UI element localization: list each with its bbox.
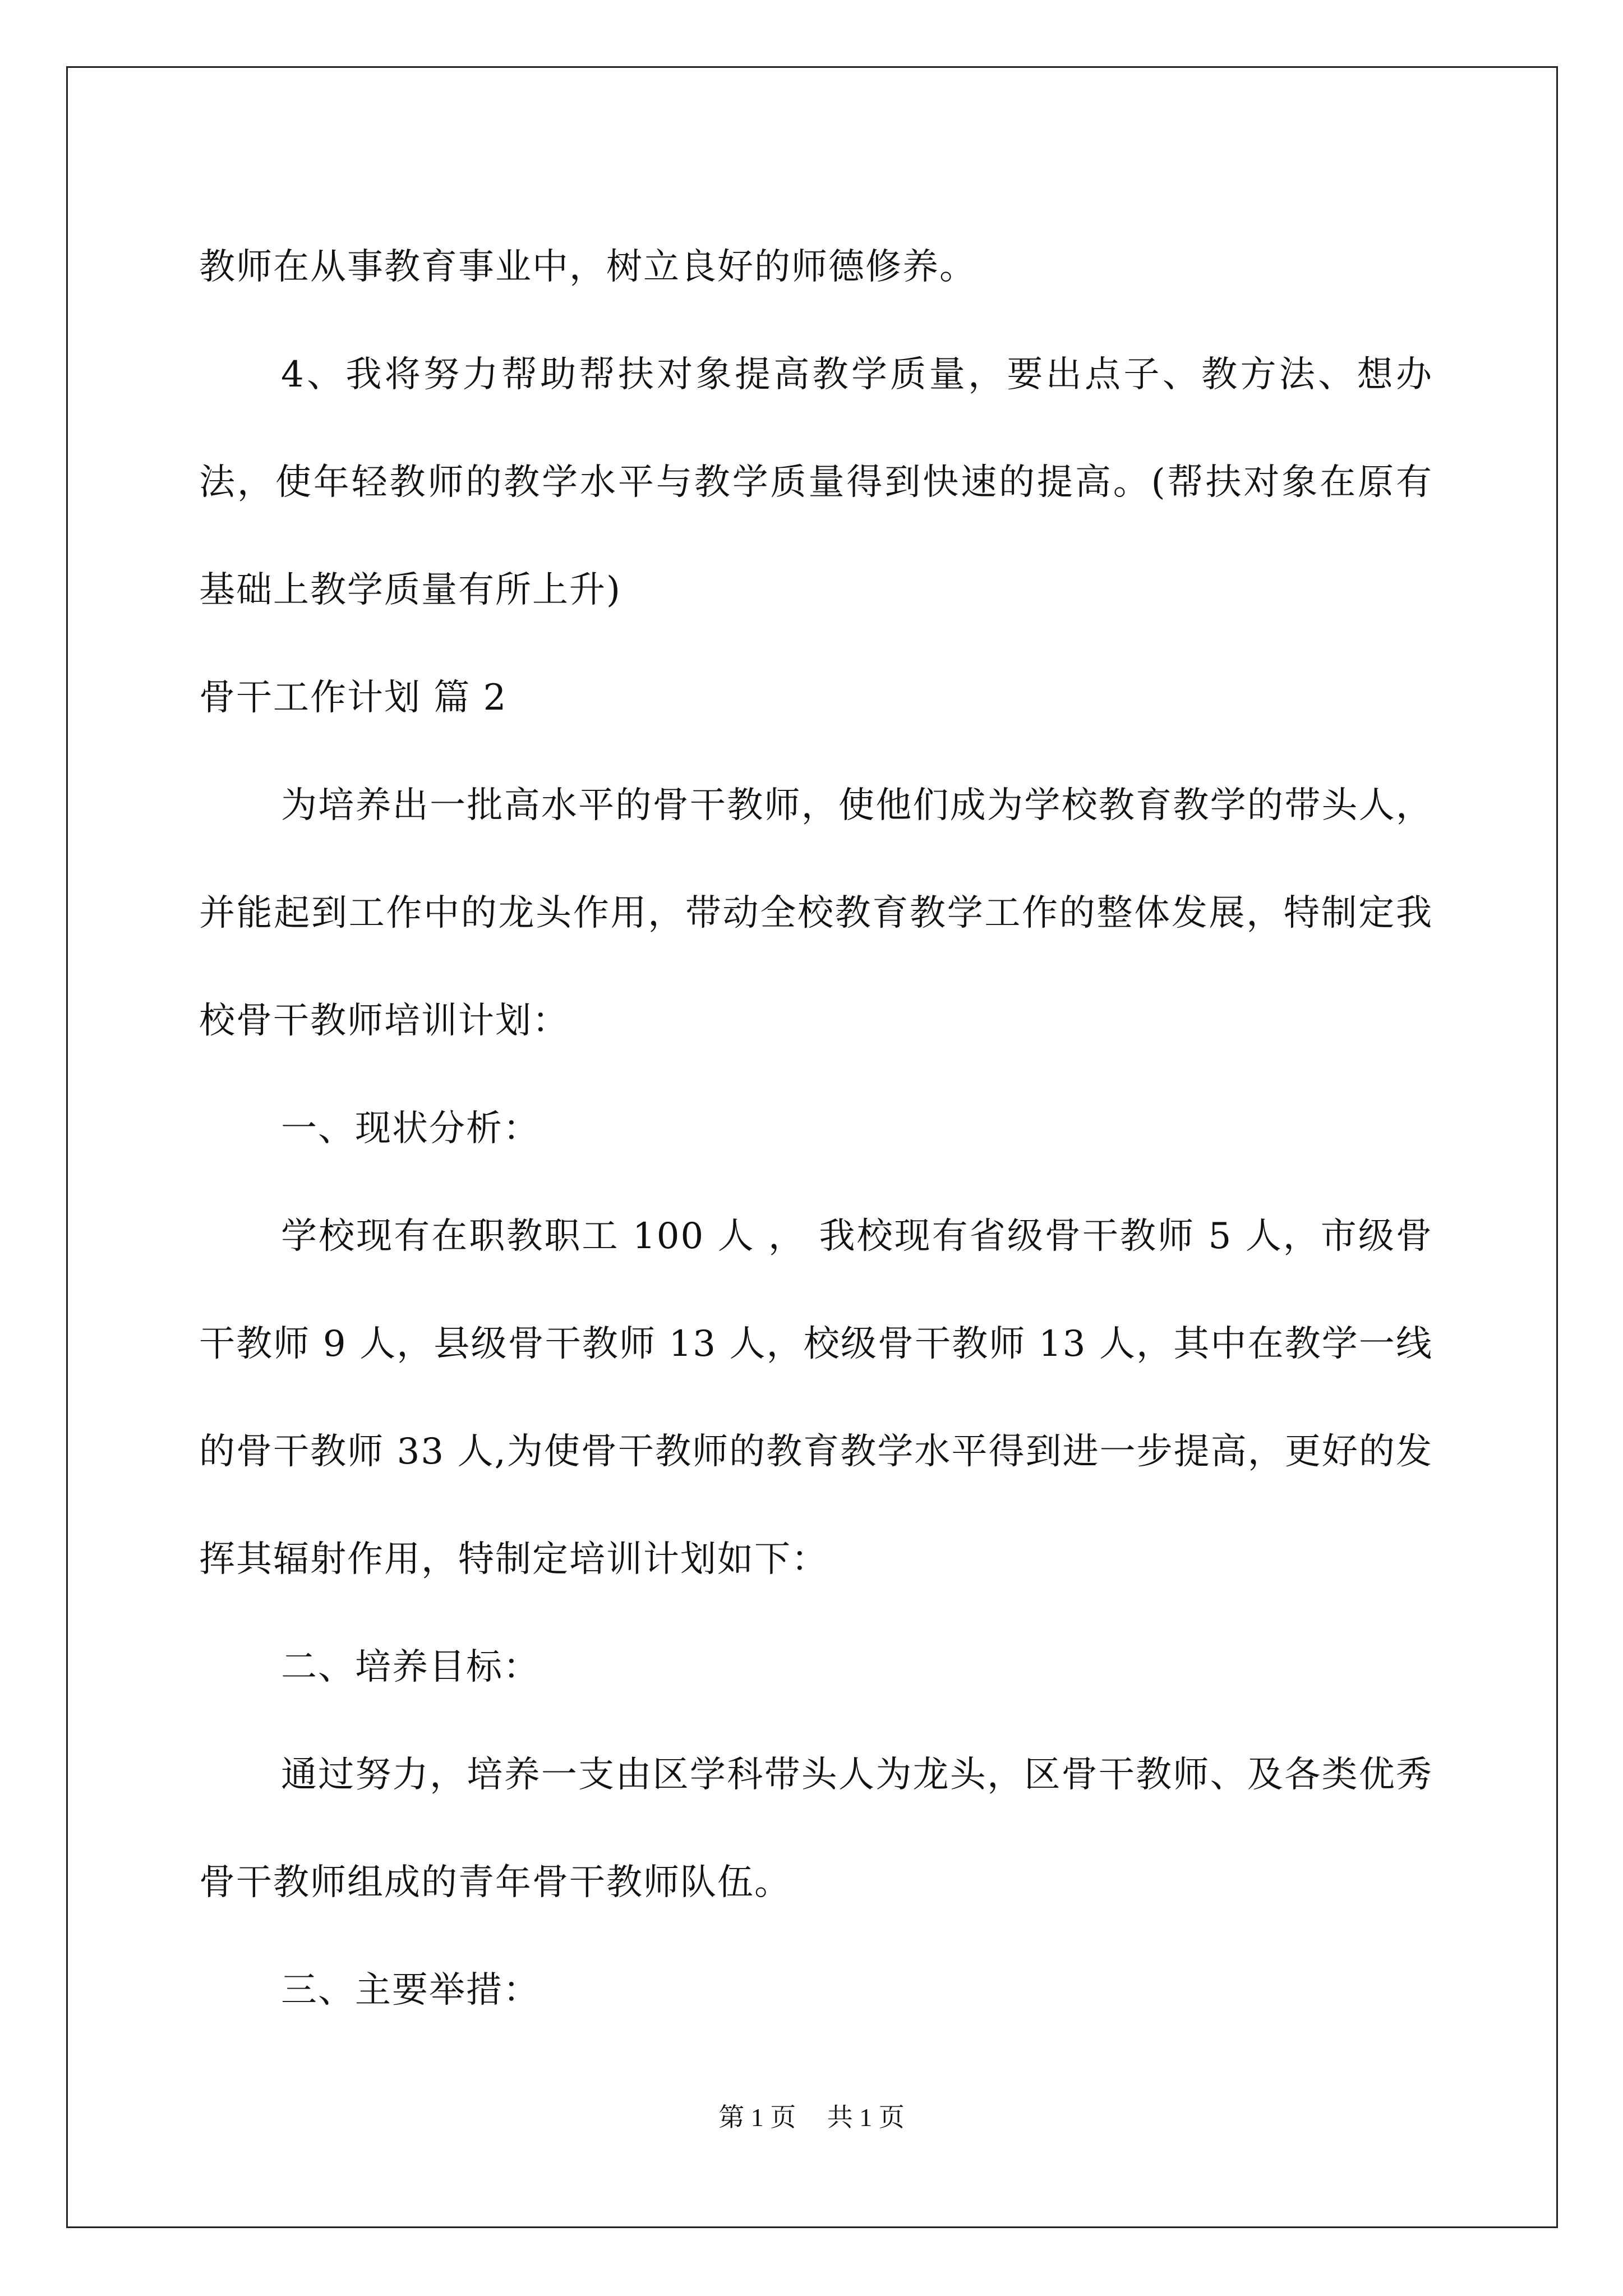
page-number: 第 1 页: [718, 2103, 796, 2132]
subheading-goals: 二、培养目标：: [281, 1646, 540, 1688]
paragraph-intro: 为培养出一批高水平的骨干教师，使他们成为学校教育教学的带头人，并能起到工作中的龙头作用，带动全校教育教学工作的整体发展，特制定我校骨干教师培训计划：: [199, 785, 1433, 1042]
page-footer: [0, 2101, 1623, 2134]
page-total: 共 1 页: [827, 2103, 905, 2132]
subheading-measures: 三、主要举措：: [281, 1970, 540, 2011]
section-heading: 骨干工作计划 篇 2: [199, 677, 508, 719]
paragraph-item-4: 4、我将努力帮助帮扶对象提高教学质量，要出点子、教方法、想办法，使年轻教师的教学水平与教学质量得到快速的提高。(帮扶对象在原有基础上教学质量有所上升): [199, 354, 1433, 611]
paragraph-status: 学校现有在职教职工 100 人 ， 我校现有省级骨干教师 5 人，市级骨干教师 9 人，县级骨干教师 13 人，校级骨干教师 13 人，其中在教学一线的骨干教师 33 人,为使骨干教师的教育教学水平得到进一步提高，更好的发挥其辐射作用，特制定培训计划如下：: [199, 1216, 1433, 1580]
document-body: [199, 213, 1433, 2044]
subheading-status-analysis: 一、现状分析：: [281, 1108, 540, 1149]
paragraph-goals: 通过努力，培养一支由区学科带头人为龙头，区骨干教师、及各类优秀骨干教师组成的青年骨干教师队伍。: [199, 1754, 1433, 1903]
paragraph-continuation: 教师在从事教育事业中，树立良好的师德修养。: [199, 246, 976, 288]
